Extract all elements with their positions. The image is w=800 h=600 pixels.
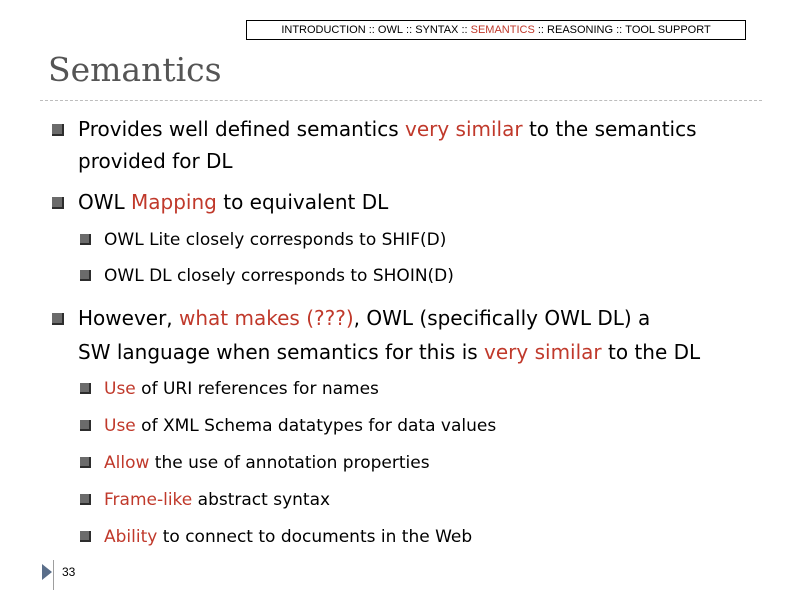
bullet-highlight: Mapping bbox=[131, 190, 217, 214]
triangle-marker-icon bbox=[42, 564, 52, 580]
nav-separator: :: bbox=[402, 24, 416, 36]
nav-syntax[interactable]: SYNTAX bbox=[415, 24, 459, 36]
bullet-text: , OWL (specifically OWL DL) a bbox=[353, 306, 651, 330]
bullet-text: OWL bbox=[78, 190, 132, 214]
sub-bullet-xml-schema bbox=[104, 413, 496, 439]
nav-separator: :: bbox=[534, 24, 548, 36]
sub-bullet-text: the use of annotation properties bbox=[149, 453, 430, 473]
slide-title: Semantics bbox=[48, 50, 222, 89]
square-bullet-icon bbox=[80, 234, 91, 245]
sub-bullet-highlight: Use bbox=[104, 416, 136, 436]
square-bullet-icon bbox=[52, 313, 64, 325]
sub-bullet-web-docs bbox=[104, 524, 472, 550]
bullet-text: SW language when semantics for this is bbox=[78, 340, 485, 364]
sub-bullet-text: OWL DL closely corresponds to SHOIN(D) bbox=[104, 266, 454, 286]
bullet-text: to the DL bbox=[601, 340, 701, 364]
sub-bullet-owl-dl bbox=[104, 263, 454, 289]
bullet-highlight: very similar bbox=[484, 340, 602, 364]
sub-bullet-annotation bbox=[104, 450, 430, 476]
bullet-highlight: what makes (???) bbox=[179, 306, 354, 330]
square-bullet-icon bbox=[80, 383, 91, 394]
sub-bullet-highlight: Frame-like bbox=[104, 490, 193, 510]
footer-divider bbox=[53, 560, 54, 590]
sub-bullet-text: of XML Schema datatypes for data values bbox=[135, 416, 497, 436]
bullet-text: to the semantics bbox=[522, 117, 697, 141]
sub-bullet-text: OWL Lite closely corresponds to SHIF(D) bbox=[104, 230, 447, 250]
bullet-semantics-definition bbox=[78, 112, 697, 146]
sub-bullet-highlight: Ability bbox=[104, 527, 158, 547]
square-bullet-icon bbox=[80, 457, 91, 468]
sub-bullet-highlight: Use bbox=[104, 379, 136, 399]
square-bullet-icon bbox=[80, 420, 91, 431]
sub-bullet-uri bbox=[104, 376, 379, 402]
nav-separator: :: bbox=[613, 24, 626, 36]
square-bullet-icon bbox=[80, 270, 91, 281]
bullet-text: to equivalent DL bbox=[216, 190, 389, 214]
sub-bullet-text: of URI references for names bbox=[135, 379, 379, 399]
bullet-text: Provides well defined semantics bbox=[78, 117, 405, 141]
sub-bullet-frame-like bbox=[104, 487, 330, 513]
bullet-owl-mapping bbox=[78, 185, 388, 219]
sub-bullet-text: abstract syntax bbox=[192, 490, 331, 510]
page-number: 33 bbox=[62, 565, 76, 579]
bullet-text: However, bbox=[78, 306, 180, 330]
nav-semantics[interactable]: SEMANTICS bbox=[470, 24, 535, 36]
sub-bullet-owl-lite bbox=[104, 227, 446, 253]
bullet-highlight: very similar bbox=[404, 117, 523, 141]
nav-owl[interactable]: OWL bbox=[377, 24, 403, 36]
nav-separator: :: bbox=[365, 24, 378, 36]
sub-bullet-text: to connect to documents in the Web bbox=[157, 527, 473, 547]
bullet-continuation: provided for DL bbox=[78, 149, 233, 173]
nav-tool-support[interactable]: TOOL SUPPORT bbox=[625, 24, 711, 36]
square-bullet-icon bbox=[80, 494, 91, 505]
sub-bullet-highlight: Allow bbox=[104, 453, 150, 473]
square-bullet-icon bbox=[52, 124, 64, 136]
square-bullet-icon bbox=[52, 197, 64, 209]
nav-introduction[interactable]: INTRODUCTION bbox=[281, 24, 366, 36]
nav-reasoning[interactable]: REASONING bbox=[547, 24, 614, 36]
nav-separator: :: bbox=[458, 24, 471, 36]
bullet-continuation bbox=[78, 335, 700, 369]
square-bullet-icon bbox=[80, 531, 91, 542]
bullet-however bbox=[78, 301, 650, 335]
